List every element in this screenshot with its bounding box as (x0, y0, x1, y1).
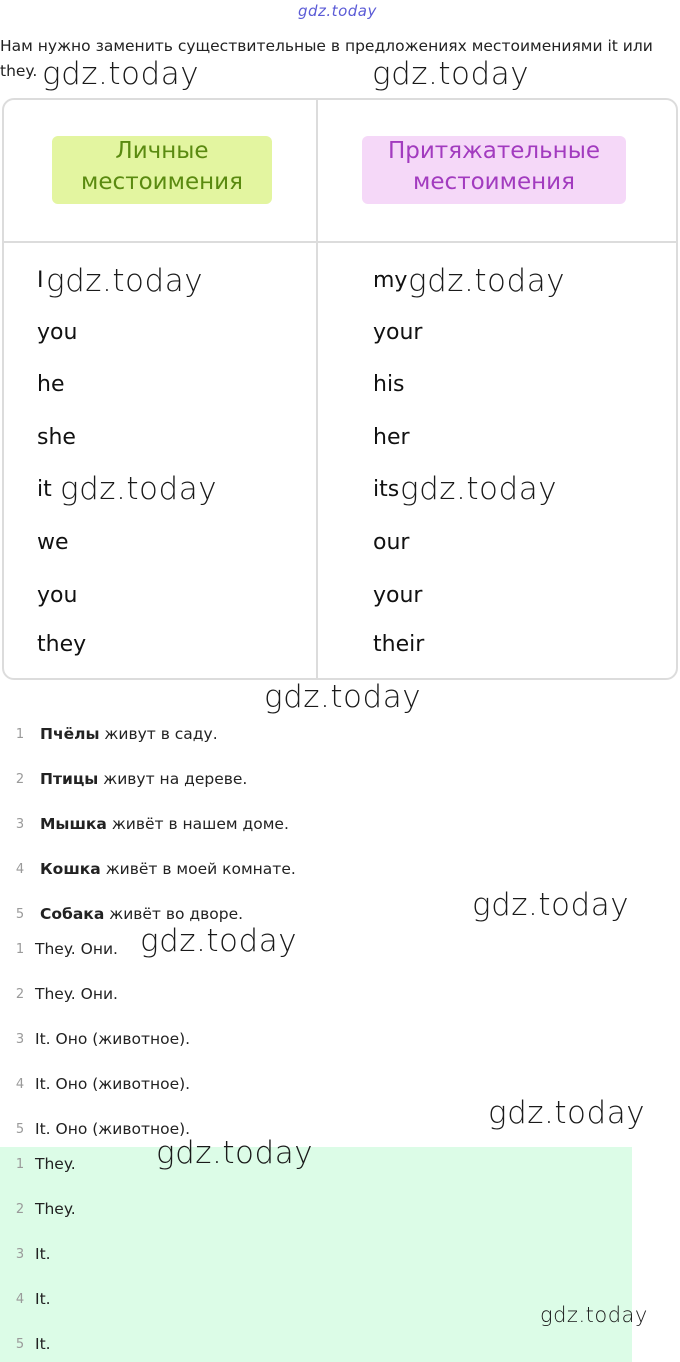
possessive-pronoun: your (373, 583, 423, 608)
possessive-pronoun: her (373, 425, 410, 450)
watermark: gdz.today (140, 923, 298, 959)
translation-text: They. Они. (35, 940, 118, 958)
item-number: 2 (15, 987, 25, 1002)
item-number: 4 (15, 1292, 25, 1307)
watermark: gdz.today (540, 1303, 648, 1327)
pronoun-table (2, 98, 678, 680)
translation-text: It. Оно (животное). (35, 1120, 191, 1138)
item-number: 1 (15, 727, 25, 742)
watermark: gdz.today (42, 56, 200, 92)
item-number: 3 (15, 1032, 25, 1047)
watermark: gdz.today (156, 1135, 314, 1171)
watermark: gdz.today (400, 471, 558, 507)
watermark: gdz.today (46, 263, 204, 299)
watermark: gdz.today (472, 887, 630, 923)
item-number: 5 (15, 1337, 25, 1352)
watermark: gdz.today (408, 263, 566, 299)
item-number: 3 (15, 1247, 25, 1262)
personal-pronoun: we (37, 530, 69, 555)
noun: Пчёлы (40, 725, 100, 743)
noun: Собака (40, 905, 105, 923)
possessive-pronoun: my (373, 268, 408, 293)
noun: Мышка (40, 815, 107, 833)
answer-text: They. (35, 1200, 76, 1218)
item-number: 4 (15, 862, 25, 877)
table-header-divider (4, 241, 676, 243)
watermark-top: gdz.today (298, 2, 377, 20)
sentence-rest: живёт в нашем доме. (106, 815, 289, 833)
possessive-pronoun: your (373, 320, 423, 345)
sentence-rest: живёт во дворе. (104, 905, 244, 923)
answer-text: It. (35, 1335, 51, 1353)
sentence-rest: живут в саду. (99, 725, 218, 743)
personal-pronoun: you (37, 583, 78, 608)
watermark: gdz.today (488, 1095, 646, 1131)
table-column-divider (316, 100, 318, 678)
noun: Птицы (40, 770, 99, 788)
answer-text: It. (35, 1290, 51, 1308)
personal-pronoun: I (37, 268, 44, 293)
possessive-pronoun: its (373, 477, 400, 502)
item-number: 5 (15, 907, 25, 922)
watermark: gdz.today (372, 56, 530, 92)
translation-text: It. Оно (животное). (35, 1075, 191, 1093)
item-number: 1 (15, 1157, 25, 1172)
answer-text: They. (35, 1155, 76, 1173)
intro-text: Нам нужно заменить существительные в предложениях местоимениями it или they. (0, 37, 653, 80)
personal-pronoun: you (37, 320, 78, 345)
personal-pronoun: he (37, 372, 65, 397)
answer-text: It. (35, 1245, 51, 1263)
possessive-pronoun: our (373, 530, 410, 555)
sentence-rest: живут на дереве. (98, 770, 248, 788)
watermark: gdz.today (264, 679, 422, 715)
personal-pronouns-header: Личные местоимения (52, 136, 272, 204)
possessive-pronoun: their (373, 632, 425, 657)
item-number: 5 (15, 1122, 25, 1137)
personal-pronoun: it (37, 477, 52, 502)
answer-block (0, 1147, 632, 1362)
noun: Кошка (40, 860, 101, 878)
possessive-pronouns-header: Притяжательные местоимения (362, 136, 626, 204)
translation-text: It. Оно (животное). (35, 1030, 191, 1048)
personal-pronoun: they (37, 632, 87, 657)
item-number: 4 (15, 1077, 25, 1092)
item-number: 3 (15, 817, 25, 832)
item-number: 1 (15, 942, 25, 957)
item-number: 2 (15, 1202, 25, 1217)
personal-pronoun: she (37, 425, 76, 450)
translation-text: They. Они. (35, 985, 118, 1003)
item-number: 2 (15, 772, 25, 787)
watermark: gdz.today (60, 471, 218, 507)
possessive-pronoun: his (373, 372, 405, 397)
sentence-rest: живёт в моей комнате. (100, 860, 296, 878)
